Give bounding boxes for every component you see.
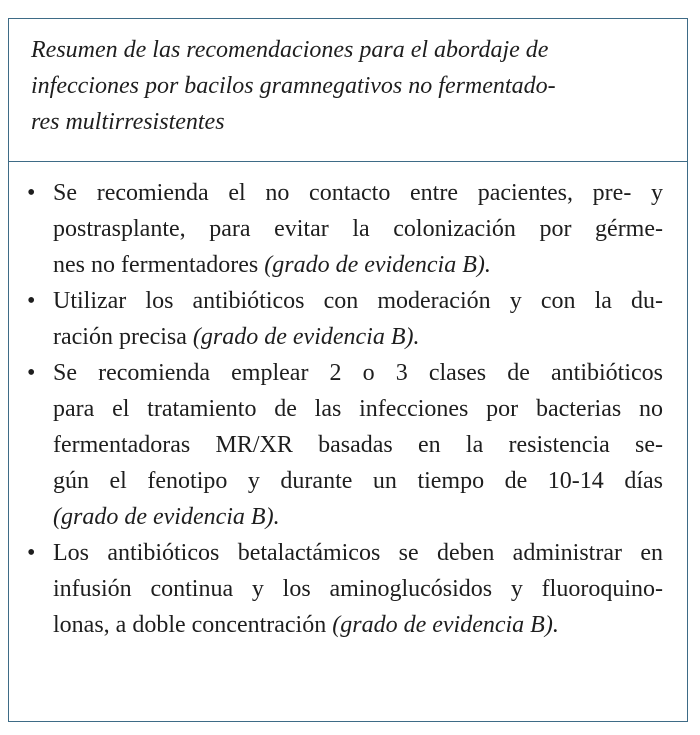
recommendation-item <box>27 535 663 643</box>
item-line: postrasplante, para evitar la colonización por gérme- <box>53 216 663 242</box>
evidence-grade: (grado de evidencia B). <box>53 504 280 530</box>
item-text: lonas, a doble concentración <box>53 612 327 638</box>
item-line <box>53 607 663 643</box>
item-line: infusión continua y los aminoglucósidos y fluoroquino- <box>53 576 663 602</box>
item-line <box>53 247 663 283</box>
item-line: Se recomienda el no contacto entre pacientes, pre- y <box>53 180 663 206</box>
item-text: ración precisa <box>53 324 187 350</box>
item-line: fermentadoras MR/XR basadas en la resistencia se- <box>53 432 663 458</box>
item-line: Los antibióticos betalactámicos se deben administrar en <box>53 540 663 566</box>
recommendation-item <box>27 355 663 535</box>
box-header <box>9 19 687 162</box>
evidence-grade: (grado de evidencia B). <box>264 252 491 278</box>
recommendation-item <box>27 175 663 283</box>
bullet-icon: • <box>27 288 36 314</box>
title-line: infecciones por bacilos gramnegativos no fermentado- <box>31 73 556 99</box>
item-line <box>53 499 663 535</box>
box-title <box>31 32 663 140</box>
bullet-icon: • <box>27 180 36 206</box>
recommendations-box <box>8 18 688 722</box>
title-line: Resumen de las recomendaciones para el abordaje de <box>31 37 549 63</box>
item-text: nes no fermentadores <box>53 252 259 278</box>
bullet-icon: • <box>27 540 36 566</box>
evidence-grade: (grado de evidencia B). <box>332 612 559 638</box>
bullet-icon: • <box>27 360 36 386</box>
item-line: Se recomienda emplear 2 o 3 clases de antibióticos <box>53 360 663 386</box>
recommendation-list <box>9 175 687 643</box>
item-line: para el tratamiento de las infecciones por bacterias no <box>53 396 663 422</box>
title-line: res multirresistentes <box>31 109 225 135</box>
evidence-grade: (grado de evidencia B). <box>192 324 420 350</box>
item-line: Utilizar los antibióticos con moderación y con la du- <box>53 288 663 314</box>
item-line <box>53 319 663 355</box>
recommendation-item <box>27 283 663 355</box>
item-line: gún el fenotipo y durante un tiempo de 10-14 días <box>53 468 663 494</box>
